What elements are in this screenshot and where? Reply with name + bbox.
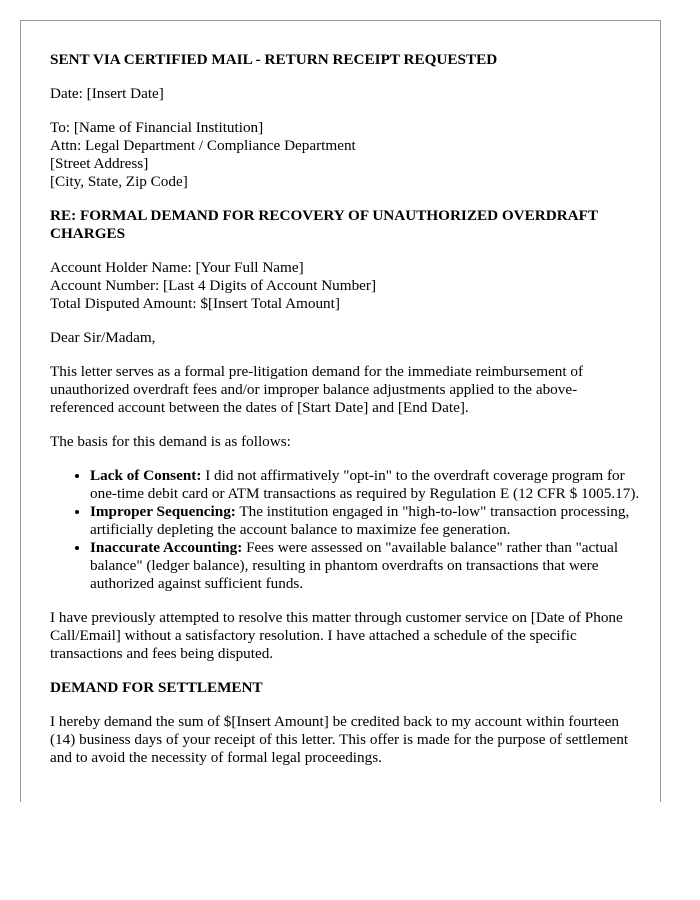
intro-paragraph: This letter serves as a formal pre-litigation demand for the immediate reimbursement of unauthorized overdraft fees and/or improper balance adjustments applied to the above-referenced account between the dates of [Start Date] and [End Date]. [50, 363, 584, 416]
basis-list [50, 467, 640, 593]
previous-attempts-paragraph: I have previously attempted to resolve this matter through customer service on [Date of Phone Call/Email] without a satisfactory resolution. I have attached a schedule of the specific transactions and fees being disputed. [50, 609, 623, 662]
account-line: Total Disputed Amount: $[Insert Total Amount] [50, 295, 340, 312]
basis-item-title: Improper Sequencing: [90, 503, 236, 520]
account-details [50, 259, 640, 313]
letter-content [50, 51, 640, 783]
recipient-address [50, 119, 640, 191]
basis-item-text: The institution engaged in "high-to-low" transaction processing, artificially depleting the account balance to maximize fee generation. [90, 503, 630, 538]
recipient-line: Attn: Legal Department / Compliance Department [50, 137, 356, 154]
basis-intro: The basis for this demand is as follows: [50, 433, 291, 450]
account-line: Account Number: [Last 4 Digits of Account Number] [50, 277, 377, 294]
basis-item [90, 503, 640, 539]
account-line: Account Holder Name: [Your Full Name] [50, 259, 304, 276]
recipient-line: [City, State, Zip Code] [50, 173, 188, 190]
settlement-paragraph: I hereby demand the sum of $[Insert Amount] be credited back to my account within fourteen (14) business days of your receipt of this letter. This offer is made for the purpose of settlement and to avoid the necessity of formal legal proceedings. [50, 713, 629, 766]
recipient-line: [Street Address] [50, 155, 149, 172]
basis-item-text: I did not affirmatively "opt-in" to the overdraft coverage program for one-time debit card or ATM transactions as required by Regulation E (12 CFR $ 1005.17). [90, 467, 640, 502]
subject-line: RE: FORMAL DEMAND FOR RECOVERY OF UNAUTHORIZED OVERDRAFT CHARGES [50, 207, 598, 242]
salutation: Dear Sir/Madam, [50, 329, 156, 346]
basis-item-text: Fees were assessed on "available balance" rather than "actual balance" (ledger balance), resulting in phantom overdrafts on transactions that were authorized against sufficient funds. [90, 539, 619, 592]
recipient-line: To: [Name of Financial Institution] [50, 119, 264, 136]
basis-item [90, 539, 640, 593]
basis-item [90, 467, 640, 503]
settlement-heading: DEMAND FOR SETTLEMENT [50, 679, 263, 696]
date-line: Date: [Insert Date] [50, 85, 164, 102]
letter-page [20, 20, 661, 802]
basis-item-title: Lack of Consent: [90, 467, 202, 484]
basis-item-title: Inaccurate Accounting: [90, 539, 243, 556]
delivery-notice: SENT VIA CERTIFIED MAIL - RETURN RECEIPT REQUESTED [50, 51, 498, 68]
